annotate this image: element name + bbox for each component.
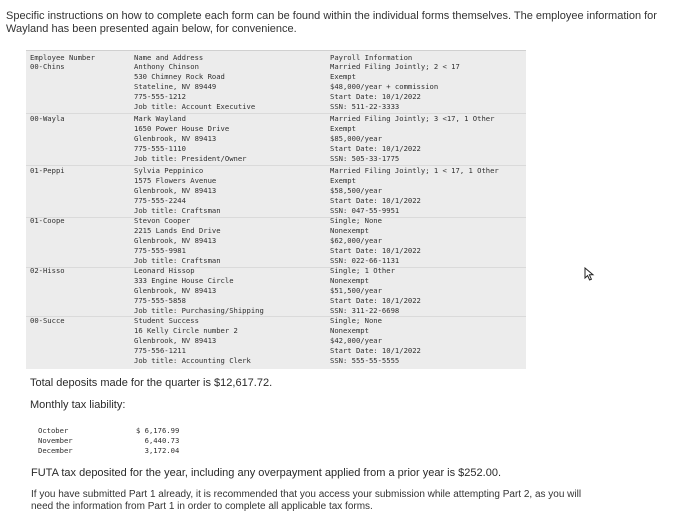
- row-divider: [26, 267, 526, 268]
- employee-id: 00-Chins: [30, 62, 65, 71]
- employee-id: 02-Hisso: [30, 266, 65, 275]
- intro-text: Specific instructions on how to complete each form can be found within the individual forms themselves. The employee information for Wayland has been presented again below, for convenience.: [6, 10, 657, 35]
- employee-id: 00-Wayla: [30, 114, 65, 123]
- futa-text: FUTA tax deposited for the year, including any overpayment applied from a prior year is $252.00.: [31, 467, 501, 479]
- monthly-liability-label: Monthly tax liability:: [30, 399, 126, 411]
- employee-payroll: Married Filing Jointly; 2 < 17 Exempt $48,000/year + commission Start Date: 10/1/2022 SSN: 511-22-3333: [330, 62, 460, 112]
- part-note-text: If you have submitted Part 1 already, it is recommended that you access your submission while attempting Part 2, as you will need the information from Part 1 in order to complete all applicable tax forms.: [31, 489, 582, 512]
- employee-payroll: Single; 1 Other Nonexempt $51,500/year Start Date: 10/1/2022 SSN: 311-22-6698: [330, 266, 421, 316]
- employee-payroll: Single; None Nonexempt $62,000/year Start Date: 10/1/2022 SSN: 022-66-1131: [330, 216, 421, 266]
- header-payroll-info: Payroll Information: [330, 53, 413, 62]
- employee-payroll: Married Filing Jointly; 1 < 17, 1 Other Exempt $58,500/year Start Date: 10/1/2022 SSN: 047-55-9951: [330, 166, 499, 216]
- total-deposits-text: Total deposits made for the quarter is $12,617.72.: [30, 377, 273, 389]
- mouse-pointer-icon: [584, 267, 596, 281]
- employee-id: 01-Coope: [30, 216, 65, 225]
- employee-id: 01-Peppi: [30, 166, 65, 175]
- employee-name-address: Mark Wayland 1650 Power House Drive Glenbrook, NV 89413 775-555-1110 Job title: President/Owner: [134, 114, 247, 164]
- header-employee-number: Employee Number: [30, 53, 95, 62]
- employee-name-address: Sylvia Peppinico 1575 Flowers Avenue Glenbrook, NV 89413 775-555-2244 Job title: Craftsman: [134, 166, 221, 216]
- employee-name-address: Student Success 16 Kelly Circle number 2 Glenbrook, NV 89413 775-556-1211 Job title: Accounting Clerk: [134, 316, 251, 366]
- employee-name-address: Leonard Hissop 333 Engine House Circle Glenbrook, NV 89413 775-555-5858 Job title: Purchasing/Shipping: [134, 266, 264, 316]
- employee-name-address: Stevon Cooper 2215 Lands End Drive Glenbrook, NV 89413 775-555-9981 Job title: Craftsman: [134, 216, 221, 266]
- liability-months: October November December: [38, 426, 73, 456]
- employee-name-address: Anthony Chinson 530 Chimney Rock Road Stateline, NV 89449 775-555-1212 Job title: Account Executive: [134, 62, 256, 112]
- employee-table: [26, 50, 526, 369]
- header-name-address: Name and Address: [134, 53, 204, 62]
- row-divider: [26, 217, 526, 218]
- employee-id: 00-Succe: [30, 316, 65, 325]
- employee-payroll: Single; None Nonexempt $42,000/year Start Date: 10/1/2022 SSN: 555-55-5555: [330, 316, 421, 366]
- liability-amounts: $ 6,176.99 6,440.73 3,172.04: [136, 426, 180, 456]
- row-divider: [26, 316, 526, 317]
- employee-payroll: Married Filing Jointly; 3 <17, 1 Other Exempt $85,000/year Start Date: 10/1/2022 SSN: 505-33-1775: [330, 114, 495, 164]
